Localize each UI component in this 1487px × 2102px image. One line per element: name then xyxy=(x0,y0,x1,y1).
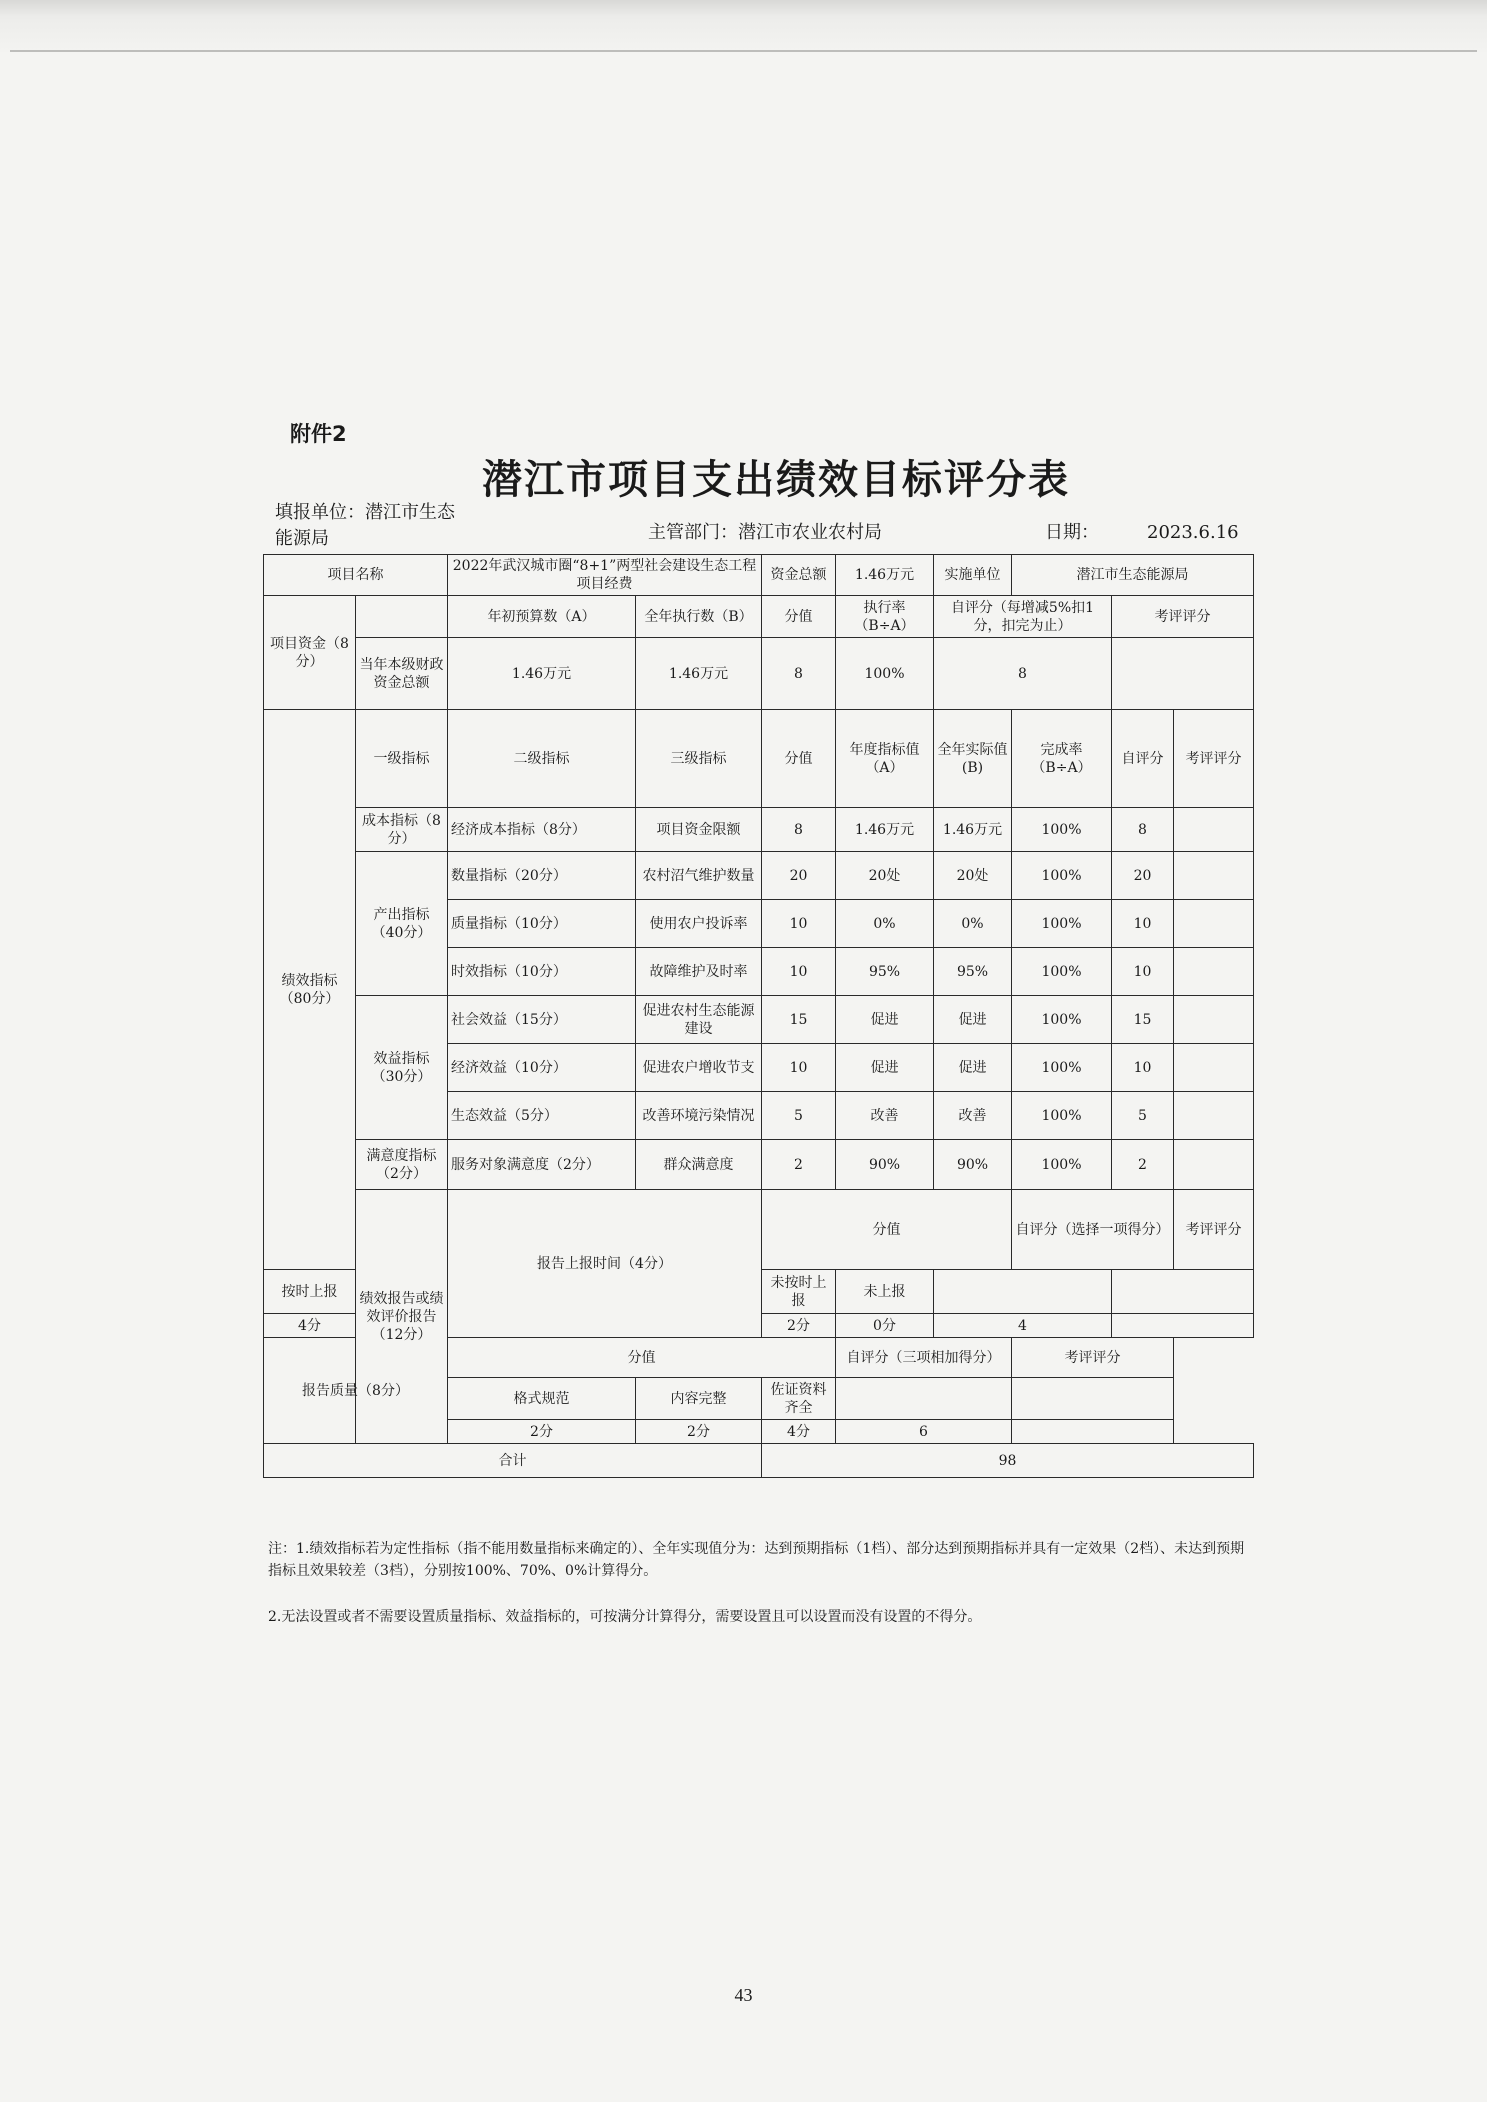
benefit-score: 10 xyxy=(762,1044,836,1092)
date-value: 2023.6.16 xyxy=(1147,522,1239,543)
fund-total-value: 1.46万元 xyxy=(836,555,934,596)
output-l3: 使用农户投诉率 xyxy=(636,900,762,948)
report-label: 绩效报告或绩效评价报告（12分） xyxy=(356,1190,448,1444)
funds-row-label: 当年本级财政资金总额 xyxy=(356,638,448,710)
total-value: 98 xyxy=(762,1444,1254,1478)
funds-budget: 1.46万元 xyxy=(448,638,636,710)
output-score: 10 xyxy=(762,948,836,996)
report-time-score-header: 分值 xyxy=(762,1190,1012,1270)
table-row xyxy=(264,1444,1254,1478)
report-quality-score-header: 分值 xyxy=(448,1338,836,1378)
table-row xyxy=(264,1140,1254,1190)
table-row xyxy=(264,808,1254,852)
benefit-target: 促进 xyxy=(836,996,934,1044)
cost-l1: 成本指标（8分） xyxy=(356,808,448,852)
report-quality-option: 格式规范 xyxy=(448,1378,636,1420)
header-review: 考评评分 xyxy=(1112,596,1254,638)
benefit-l2: 经济效益（10分） xyxy=(448,1044,636,1092)
cost-review xyxy=(1174,808,1254,852)
report-time-self-empty xyxy=(934,1270,1112,1314)
benefit-actual: 改善 xyxy=(934,1092,1012,1140)
satisfaction-rate: 100% xyxy=(1012,1140,1112,1190)
report-time-option: 未上报 xyxy=(836,1270,934,1314)
report-quality-self-header: 自评分（三项相加得分） xyxy=(836,1338,1012,1378)
scan-top-bar xyxy=(0,0,1487,55)
output-target: 0% xyxy=(836,900,934,948)
report-quality-review-header: 考评评分 xyxy=(1012,1338,1174,1378)
benefit-target: 改善 xyxy=(836,1092,934,1140)
output-rate: 100% xyxy=(1012,900,1112,948)
output-l2: 时效指标（10分） xyxy=(448,948,636,996)
report-time-self-header: 自评分（选择一项得分） xyxy=(1012,1190,1174,1270)
report-quality-self: 6 xyxy=(836,1420,1012,1444)
funds-score: 8 xyxy=(762,638,836,710)
project-name-label: 项目名称 xyxy=(264,555,448,596)
report-quality-review-empty xyxy=(1012,1378,1174,1420)
output-self: 10 xyxy=(1112,948,1174,996)
output-l2: 数量指标（20分） xyxy=(448,852,636,900)
output-self: 10 xyxy=(1112,900,1174,948)
date xyxy=(1045,518,1239,544)
report-time-label: 报告上报时间（4分） xyxy=(448,1190,762,1338)
benefit-l2: 社会效益（15分） xyxy=(448,996,636,1044)
funds-rate: 100% xyxy=(836,638,934,710)
satisfaction-l3: 群众满意度 xyxy=(636,1140,762,1190)
benefit-l3: 改善环境污染情况 xyxy=(636,1092,762,1140)
cost-score: 8 xyxy=(762,808,836,852)
output-review xyxy=(1174,948,1254,996)
benefit-l3: 促进农村生态能源建设 xyxy=(636,996,762,1044)
output-l1: 产出指标（40分） xyxy=(356,852,448,996)
satisfaction-self: 2 xyxy=(1112,1140,1174,1190)
benefit-l3: 促进农户增收节支 xyxy=(636,1044,762,1092)
date-label: 日期： xyxy=(1045,522,1099,543)
table-row xyxy=(264,996,1254,1044)
page-title: 潜江市项目支出绩效目标评分表 xyxy=(482,456,1070,503)
output-actual: 0% xyxy=(934,900,1012,948)
satisfaction-l2: 服务对象满意度（2分） xyxy=(448,1140,636,1190)
output-actual: 95% xyxy=(934,948,1012,996)
benefit-rate: 100% xyxy=(1012,1044,1112,1092)
benefit-self: 5 xyxy=(1112,1092,1174,1140)
report-quality-option: 佐证资料齐全 xyxy=(762,1378,836,1420)
table-row xyxy=(264,638,1254,710)
department: 主管部门：潜江市农业农村局 xyxy=(648,522,882,543)
funds-label: 项目资金（8分） xyxy=(264,596,356,710)
empty-cell xyxy=(356,596,448,638)
output-l2: 质量指标（10分） xyxy=(448,900,636,948)
output-score: 10 xyxy=(762,900,836,948)
cost-l2: 经济成本指标（8分） xyxy=(448,808,636,852)
benefit-score: 15 xyxy=(762,996,836,1044)
report-quality-points: 2分 xyxy=(636,1420,762,1444)
cost-self: 8 xyxy=(1112,808,1174,852)
report-time-points: 0分 xyxy=(836,1314,934,1338)
table-row xyxy=(264,710,1254,808)
benefit-self: 15 xyxy=(1112,996,1174,1044)
table-row xyxy=(264,1190,1254,1270)
cost-target: 1.46万元 xyxy=(836,808,934,852)
report-time-points: 4分 xyxy=(264,1314,356,1338)
report-quality-option: 内容完整 xyxy=(636,1378,762,1420)
header-annual-budget: 年初预算数（A） xyxy=(448,596,636,638)
output-self: 20 xyxy=(1112,852,1174,900)
benefit-review xyxy=(1174,1044,1254,1092)
satisfaction-review xyxy=(1174,1140,1254,1190)
output-review xyxy=(1174,900,1254,948)
fund-total-label: 资金总额 xyxy=(762,555,836,596)
benefit-review xyxy=(1174,996,1254,1044)
output-target: 20处 xyxy=(836,852,934,900)
attachment-label: 附件2 xyxy=(290,422,347,446)
output-review xyxy=(1174,852,1254,900)
table-row xyxy=(264,1338,1254,1378)
note-2: 2.无法设置或者不需要设置质量指标、效益指标的，可按满分计算得分，需要设置且可以设置而没有设置的不得分。 xyxy=(268,1609,982,1625)
report-time-review-empty xyxy=(1112,1270,1254,1314)
note-1: 注：1.绩效指标若为定性指标（指不能用数量指标来确定的）、全年实现值分为：达到预期指标（1档）、部分达到预期指标并具有一定效果（2档）、未达到预期指标且效果较差（3档），分别按100%、70%、0%计算得分。 xyxy=(268,1541,1245,1579)
scan-line xyxy=(10,50,1477,52)
output-score: 20 xyxy=(762,852,836,900)
table-row xyxy=(264,596,1254,638)
cost-l3: 项目资金限额 xyxy=(636,808,762,852)
benefit-review xyxy=(1174,1092,1254,1140)
output-l3: 农村沼气维护数量 xyxy=(636,852,762,900)
benefit-l1: 效益指标（30分） xyxy=(356,996,448,1140)
benefit-l2: 生态效益（5分） xyxy=(448,1092,636,1140)
score-table xyxy=(263,554,1254,1478)
table-row xyxy=(264,555,1254,596)
header-score: 分值 xyxy=(762,596,836,638)
report-quality-label: 报告质量（8分） xyxy=(264,1338,448,1444)
report-quality-self-empty xyxy=(836,1378,1012,1420)
perf-header-l3: 三级指标 xyxy=(636,710,762,808)
table-row xyxy=(264,852,1254,900)
report-quality-points: 2分 xyxy=(448,1420,636,1444)
report-quality-review-val xyxy=(1012,1420,1174,1444)
benefit-rate: 100% xyxy=(1012,996,1112,1044)
perf-header-review: 考评评分 xyxy=(1174,710,1254,808)
project-name-value: 2022年武汉城市圈“8+1”两型社会建设生态工程项目经费 xyxy=(448,555,762,596)
perf-header-score: 分值 xyxy=(762,710,836,808)
page-number: 43 xyxy=(734,1985,753,2005)
report-time-self: 4 xyxy=(934,1314,1112,1338)
impl-unit-label: 实施单位 xyxy=(934,555,1012,596)
satisfaction-l1: 满意度指标（2分） xyxy=(356,1140,448,1190)
benefit-target: 促进 xyxy=(836,1044,934,1092)
report-time-option: 按时上报 xyxy=(264,1270,356,1314)
notes xyxy=(268,1538,1248,1652)
funds-exec: 1.46万元 xyxy=(636,638,762,710)
benefit-actual: 促进 xyxy=(934,996,1012,1044)
benefit-actual: 促进 xyxy=(934,1044,1012,1092)
header-full-year-exec: 全年执行数（B） xyxy=(636,596,762,638)
funds-review xyxy=(1112,638,1254,710)
report-time-review-val xyxy=(1112,1314,1254,1338)
perf-header-actual: 全年实际值(B) xyxy=(934,710,1012,808)
output-target: 95% xyxy=(836,948,934,996)
output-rate: 100% xyxy=(1012,852,1112,900)
report-time-option: 未按时上报 xyxy=(762,1270,836,1314)
header-self-eval: 自评分（每增减5%扣1分，扣完为止） xyxy=(934,596,1112,638)
filling-unit: 填报单位：潜江市生态能源局 xyxy=(275,502,455,549)
report-quality-points: 4分 xyxy=(762,1420,836,1444)
cost-rate: 100% xyxy=(1012,808,1112,852)
perf-header-l2: 二级指标 xyxy=(448,710,636,808)
perf-header-completion: 完成率（B÷A） xyxy=(1012,710,1112,808)
report-time-review-header: 考评评分 xyxy=(1174,1190,1254,1270)
satisfaction-target: 90% xyxy=(836,1140,934,1190)
benefit-score: 5 xyxy=(762,1092,836,1140)
output-rate: 100% xyxy=(1012,948,1112,996)
output-l3: 故障维护及时率 xyxy=(636,948,762,996)
impl-unit-value: 潜江市生态能源局 xyxy=(1012,555,1254,596)
report-time-points: 2分 xyxy=(762,1314,836,1338)
satisfaction-score: 2 xyxy=(762,1140,836,1190)
benefit-self: 10 xyxy=(1112,1044,1174,1092)
funds-self: 8 xyxy=(934,638,1112,710)
header-exec-rate: 执行率（B÷A） xyxy=(836,596,934,638)
cost-actual: 1.46万元 xyxy=(934,808,1012,852)
perf-header-self: 自评分 xyxy=(1112,710,1174,808)
perf-header-l1: 一级指标 xyxy=(356,710,448,808)
perf-label: 绩效指标（80分） xyxy=(264,710,356,1270)
total-label: 合计 xyxy=(264,1444,762,1478)
benefit-rate: 100% xyxy=(1012,1092,1112,1140)
perf-header-target: 年度指标值（A） xyxy=(836,710,934,808)
satisfaction-actual: 90% xyxy=(934,1140,1012,1190)
output-actual: 20处 xyxy=(934,852,1012,900)
